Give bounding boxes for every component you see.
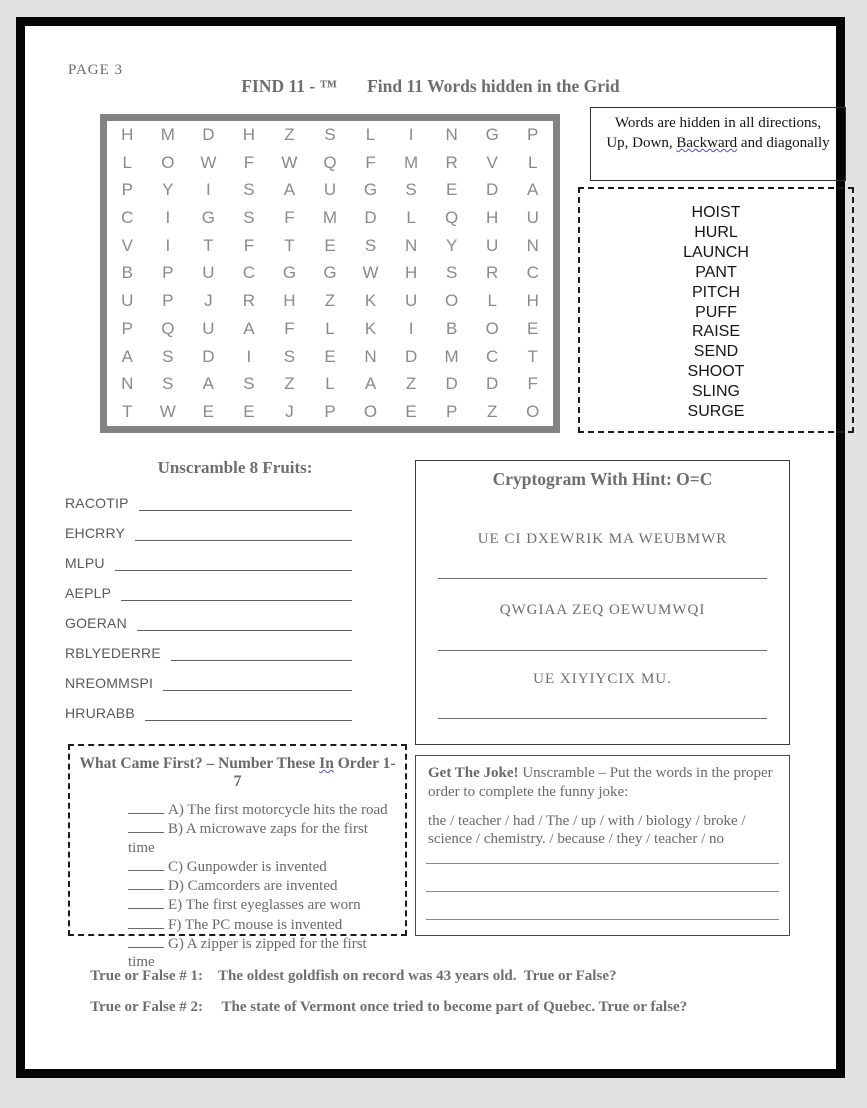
scrambled-word: NREOMMSPI (65, 675, 154, 691)
grid-letter: N (445, 124, 458, 144)
brand-title: FIND 11 - ™ (241, 76, 338, 96)
grid-letter: Q (161, 318, 175, 338)
grid-letter: Z (284, 374, 295, 394)
grid-letter: I (246, 346, 252, 366)
grid-letter: L (406, 208, 416, 228)
answer-blank-line (426, 863, 779, 864)
answer-blank-line (137, 629, 352, 631)
word-list (578, 187, 854, 433)
event-text: E) The first eyeglasses are worn (168, 897, 361, 914)
grid-letter: A (121, 346, 133, 366)
answer-blank-line (115, 569, 352, 571)
hidden-word: HURL (694, 223, 738, 241)
unscramble-list (65, 489, 352, 729)
grid-letter: C (526, 263, 539, 283)
page-frame (16, 17, 845, 1078)
answer-blank-line (139, 509, 352, 511)
grid-letter: H (486, 208, 499, 228)
directions-text-after: and diagonally (737, 134, 830, 151)
number-blank-line (128, 895, 164, 909)
grid-letter: U (323, 180, 337, 200)
what-came-first-item (128, 915, 397, 934)
directions-box (590, 107, 846, 181)
cryptogram-line: QWGIAA ZEQ OEWUMWQI (499, 602, 706, 618)
grid-letter: D (486, 374, 499, 394)
grid-letter: P (445, 402, 458, 422)
grid-letter: P (121, 318, 133, 338)
hidden-word: SEND (693, 343, 739, 361)
grid-letter: L (325, 374, 335, 394)
unscramble-title: Unscramble 8 Fruits: (157, 458, 313, 477)
grid-letter: P (162, 263, 174, 283)
grid-letter: M (444, 346, 459, 366)
grid-letter: Y (162, 180, 174, 200)
grid-letter: R (242, 291, 256, 311)
grid-letter: A (364, 374, 377, 394)
grid-letter: R (486, 263, 499, 283)
grid-letter: P (121, 180, 133, 200)
grid-letter: O (161, 152, 175, 172)
unscramble-row (65, 609, 352, 639)
joke-title: Get The Joke! (428, 765, 519, 781)
grid-letter: U (202, 318, 215, 338)
event-text: D) Camcorders are invented (168, 878, 338, 895)
grid-letter: H (526, 291, 539, 311)
true-false-question-2 (68, 982, 687, 1033)
grid-letter: Z (405, 374, 417, 394)
grid-letter: C (486, 346, 499, 366)
grid-letter: D (445, 374, 458, 394)
grid-letter: N (526, 235, 539, 255)
unscramble-row (65, 549, 352, 579)
grid-letter: L (325, 318, 335, 338)
grid-letter: T (122, 402, 133, 422)
grid-letter: E (243, 402, 255, 422)
grid-letter: L (122, 152, 132, 172)
unscramble-row (65, 519, 352, 549)
unscramble-row (65, 579, 352, 609)
scrambled-word: RBLYEDERRE (65, 645, 161, 661)
scrambled-word: HRURABB (65, 705, 135, 721)
grid-letter: A (243, 318, 255, 338)
grid-letter: D (202, 346, 215, 366)
grid-letter: V (121, 235, 133, 255)
grid-letter: G (201, 208, 215, 228)
grid-letter: L (527, 152, 538, 172)
answer-blank-line (163, 689, 352, 691)
worksheet-page (25, 26, 836, 1069)
grid-letter: Z (324, 291, 336, 311)
number-blank-line (128, 934, 164, 948)
hidden-word: SLING (691, 383, 740, 401)
what-came-first-box (68, 744, 407, 971)
wcf-title-before: What Came First? – Number These (79, 755, 320, 772)
answer-blank-line (145, 719, 352, 721)
grid-letter: E (527, 318, 539, 338)
unscramble-row (65, 669, 352, 699)
what-came-first-item (128, 857, 397, 876)
what-came-first-item (128, 895, 397, 914)
grid-letter: F (243, 235, 255, 255)
grid-letter: U (121, 291, 134, 311)
hidden-word: LAUNCH (683, 243, 749, 261)
answer-blank-line (438, 718, 767, 719)
hidden-word: SHOOT (687, 363, 745, 381)
grid-letter: H (404, 263, 418, 283)
unscramble-row (65, 489, 352, 519)
event-text: G) A zipper is zipped for the first time (128, 936, 367, 971)
what-came-first-title (78, 755, 397, 791)
grid-letter: O (485, 318, 499, 338)
scrambled-word: EHCRRY (65, 525, 126, 541)
number-blank-line (128, 800, 164, 814)
grid-letter: E (324, 235, 336, 255)
grid-letter: S (162, 346, 174, 366)
hidden-word: HOIST (691, 204, 741, 221)
page-title (25, 76, 836, 97)
grid-letter: O (526, 402, 540, 422)
answer-blank-line (426, 891, 779, 892)
word-search-grid (100, 114, 560, 433)
grid-letter: T (527, 346, 538, 366)
event-text: C) Gunpowder is invented (168, 858, 327, 875)
answer-blank-line (438, 578, 767, 579)
grid-letter: H (242, 124, 256, 144)
grid-letter: F (284, 318, 295, 338)
grid-letter: G (323, 263, 337, 283)
scrambled-word: AEPLP (65, 585, 112, 601)
get-the-joke-box (415, 755, 790, 936)
grid-letter: E (405, 402, 417, 422)
grid-letter: Q (445, 208, 459, 228)
grid-letter: P (162, 291, 174, 311)
tf1-question: The oldest goldfish on record was 43 years old. True or False? (218, 968, 617, 984)
grid-letter: D (364, 208, 377, 228)
grid-letter: E (324, 346, 336, 366)
hidden-word: PUFF (695, 303, 737, 321)
grid-letter: S (364, 235, 377, 255)
grid-letter: S (243, 208, 255, 228)
grid-letter: D (202, 124, 215, 144)
grid-letter: P (527, 124, 539, 144)
number-blank-line (128, 915, 164, 929)
grid-letter: O (363, 402, 378, 422)
event-text: B) A microwave zaps for the first time (128, 821, 368, 856)
tf2-label: True or False # 2: (90, 999, 203, 1015)
grid-letter: M (404, 152, 419, 172)
directions-underlined-word: Backward (676, 134, 738, 151)
wcf-title-underlined: In (319, 755, 334, 772)
grid-letter: Q (323, 152, 337, 172)
grid-letter: Y (445, 235, 458, 255)
grid-letter: U (486, 235, 499, 255)
grid-letter: N (364, 346, 377, 366)
grid-letter: F (527, 374, 538, 394)
grid-letter: W (200, 152, 217, 172)
hidden-word: RAISE (691, 323, 740, 341)
what-came-first-item (128, 800, 397, 819)
grid-letter: W (362, 263, 379, 283)
scrambled-word: RACOTIP (65, 495, 129, 511)
grid-letter: T (203, 235, 214, 255)
grid-letter: E (202, 402, 215, 422)
grid-letter: G (363, 180, 378, 200)
unscramble-row (65, 699, 352, 729)
cryptogram-line: UE CI DXEWRIK MA WEUBMWR (477, 531, 728, 547)
grid-letter: C (121, 208, 134, 228)
grid-letter: F (365, 152, 376, 172)
grid-letter: U (526, 208, 539, 228)
grid-letter: H (283, 291, 296, 311)
grid-letter: W (159, 402, 176, 422)
grid-letter: K (364, 318, 377, 338)
unscramble-row (65, 639, 352, 669)
number-blank-line (128, 876, 164, 890)
answer-blank-line (121, 599, 352, 601)
grid-letter: S (445, 263, 458, 283)
grid-letter: G (485, 124, 499, 144)
number-blank-line (128, 819, 164, 833)
grid-letter: S (243, 374, 255, 394)
grid-letter: U (202, 263, 215, 283)
grid-letter: R (445, 152, 458, 172)
grid-letter: G (282, 263, 297, 283)
grid-letter: E (445, 180, 458, 200)
grid-letter: K (364, 291, 377, 311)
scrambled-word: GOERAN (65, 615, 127, 631)
grid-letter: S (243, 180, 255, 200)
grid-letter: O (445, 291, 459, 311)
hidden-word: PANT (695, 263, 737, 281)
hidden-word: PITCH (692, 283, 740, 301)
wcf-title-after: Order 1-7 (233, 755, 396, 790)
grid-letter: B (445, 318, 458, 338)
grid-letter: W (281, 152, 298, 172)
hidden-word: SURGE (687, 403, 745, 421)
grid-letter: A (527, 180, 539, 200)
directions-text-before: Words are hidden in all directions, Up, Down, (606, 115, 822, 151)
grid-letter: I (205, 180, 211, 200)
puzzle-title: Find 11 Words hidden in the Grid (367, 76, 620, 96)
grid-letter: P (324, 402, 336, 422)
cryptogram-box (415, 460, 790, 745)
grid-letter: J (285, 402, 294, 422)
answer-blank-line (426, 919, 779, 920)
joke-scrambled-words: the / teacher / had / The / up / with / biology / broke / science / chemistry. / because / they / teacher / no (428, 812, 746, 848)
grid-letter: H (121, 124, 134, 144)
grid-letter: N (404, 235, 418, 255)
cryptogram-title: Cryptogram With Hint: O=C (492, 469, 713, 489)
answer-blank-line (135, 539, 352, 541)
joke-instructions (428, 764, 777, 802)
event-text: F) The PC mouse is invented (168, 916, 343, 933)
grid-letter: A (202, 374, 215, 394)
answer-blank-line (438, 650, 767, 651)
grid-letter: D (486, 180, 499, 200)
grid-letter: I (165, 208, 171, 228)
grid-letter: Z (284, 124, 295, 144)
grid-letter: J (204, 291, 213, 311)
grid-letter: N (121, 374, 134, 394)
grid-letter: V (486, 152, 498, 172)
grid-letter: A (283, 180, 296, 200)
grid-letter: F (284, 208, 295, 228)
what-came-first-items (128, 800, 397, 972)
what-came-first-item (128, 876, 397, 895)
tf1-label: True or False # 1: (90, 968, 203, 984)
grid-letter: B (121, 263, 133, 283)
grid-letter: M (160, 124, 175, 144)
grid-letter: S (324, 124, 336, 144)
grid-letter: D (404, 346, 418, 366)
grid-letter: S (405, 180, 417, 200)
grid-letter: M (322, 208, 338, 228)
cryptogram-line: UE XIYIYCIX MU. (533, 671, 672, 687)
grid-letter: U (404, 291, 418, 311)
grid-letter: I (165, 235, 171, 255)
grid-letter: I (408, 318, 414, 338)
grid-letter: S (162, 374, 174, 394)
grid-letter: I (408, 124, 414, 144)
answer-blank-line (171, 659, 352, 661)
grid-letter: C (242, 263, 256, 283)
joke-instructions-text: Unscramble – Put the words in the proper order to complete the funny joke: (428, 765, 773, 800)
grid-letter: F (243, 152, 255, 172)
grid-letter: Z (486, 402, 498, 422)
grid-letter: L (487, 291, 497, 311)
what-came-first-item (128, 819, 397, 857)
tf2-question: The state of Vermont once tried to become part of Quebec. True or false? (218, 999, 688, 1015)
grid-letter: L (365, 124, 376, 144)
grid-letter: T (284, 235, 295, 255)
number-blank-line (128, 857, 164, 871)
grid-letter: S (283, 346, 296, 366)
event-text: A) The first motorcycle hits the road (168, 802, 388, 818)
scrambled-word: MLPU (65, 555, 105, 571)
page-number-label: PAGE 3 (68, 62, 124, 78)
